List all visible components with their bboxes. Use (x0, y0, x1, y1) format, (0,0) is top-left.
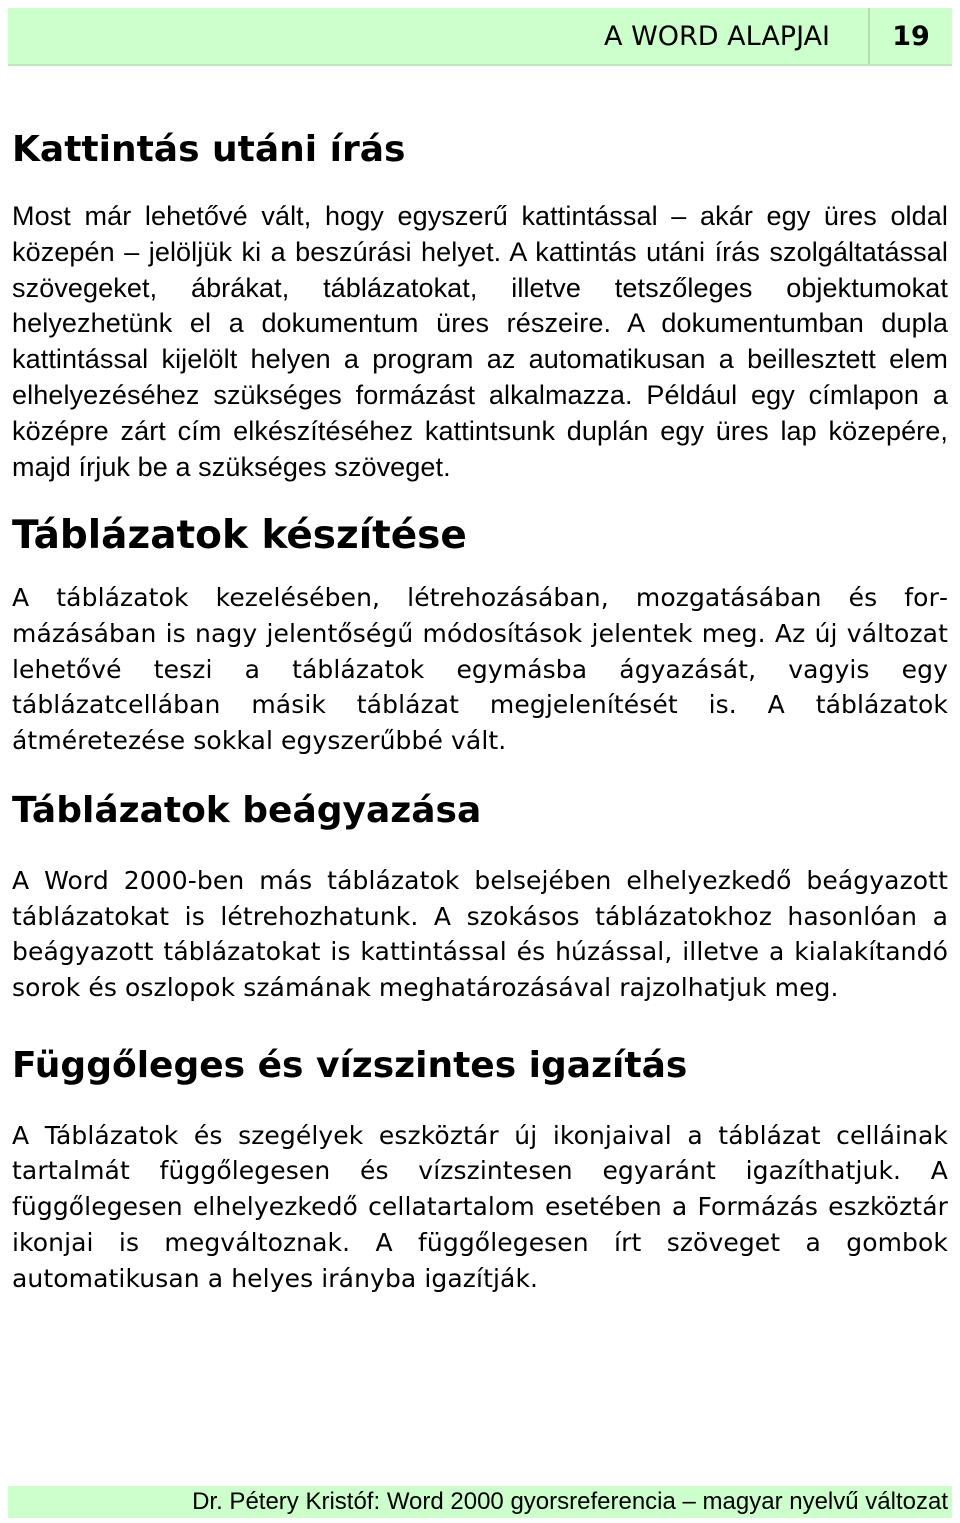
page-content (12, 126, 948, 1296)
section-paragraph: A Word 2000-ben más táblázatok belsejében elhelyezkedő beágyazott táblázatokat is létrehozhatunk. A szokásos táblázatokhoz hasonlóan a beágyazott táblázatokat is kattintással és húzással, illetve a kialakítandó sorok és oszlopok számának meghatározásával rajzolhatjuk meg. (12, 865, 948, 1002)
section-heading: Táblázatok készítése (12, 513, 467, 559)
footer-text: Dr. Pétery Kristóf: Word 2000 gyorsreferencia – magyar nyelvű változat (192, 1488, 948, 1515)
section-paragraph: Most már lehetővé vált, hogy egyszerű kattintással – akár egy üres oldal közepén – jelöljük ki a beszúrási helyet. A kattintás utáni írás szolgáltatással szövegeket, ábrákat, táblázatokat, illetve tetszőleges objektumokat helyezhetünk el a dokumentum üres részeire. A dokumentumban dupla kattintással kijelölt helyen a program az automatikusan a beillesztett elem elhelyezéséhez szükséges formázást alkalmazza. Például egy címlapon a középre zárt cím elkészítéséhez kattintsunk duplán egy üres lap közepére, majd írjuk be a szükséges szöveget. (12, 201, 948, 482)
section-paragraph: A táblázatok kezelésében, létrehozásában, mozgatásában és formázásában is nagy jelentőségű módosítások jelentek meg. Az új változat lehetővé teszi a táblázatok egymásba ágyazását, vagyis egy táblázatcellában másik táblázat megjelenítését is. A táblázatok átméretezése sokkal egyszerűbbé vált. (12, 583, 948, 756)
section-heading: Függőleges és vízszintes igazítás (12, 1044, 688, 1086)
chapter-title: A WORD ALAPJAI (604, 21, 830, 52)
page-footer (8, 1486, 952, 1518)
section-heading: Táblázatok beágyazása (12, 789, 482, 831)
section-paragraph: A Táblázatok és szegélyek eszköztár új ikonjaival a táblázat celláinak tartalmát függőlegesen és vízszintesen egyaránt igazíthatjuk. A függőlegesen elhelyezkedő cellatartalom esetében a Formázás eszköztár ikonjai is megváltoznak. A függőlegesen írt szöveget a gombok automatikusan a helyes irányba igazítják. (12, 1120, 948, 1293)
page-header (8, 8, 952, 66)
page-number: 19 (892, 21, 930, 52)
section-heading: Kattintás utáni írás (12, 129, 406, 170)
